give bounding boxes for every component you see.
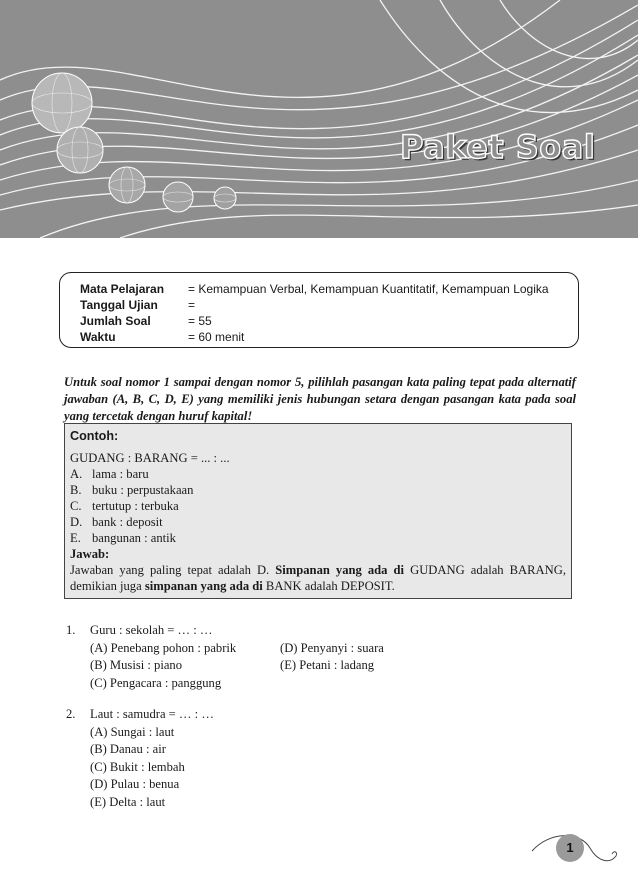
explanation-emphasis: Simpanan yang ada di	[275, 563, 405, 577]
answer-option[interactable]: (C) Bukit : lembah	[90, 759, 185, 774]
option-text: bank : deposit	[92, 515, 163, 529]
example-option	[70, 498, 566, 514]
info-value: = 60 menit	[188, 330, 245, 344]
info-label: Mata Pelajaran	[80, 282, 165, 296]
info-row	[80, 329, 578, 345]
globe-decoration	[32, 73, 236, 212]
question-item	[66, 706, 576, 811]
answer-option[interactable]: (E) Delta : laut	[90, 794, 166, 809]
option-text: bangunan : antik	[92, 531, 176, 545]
option-letter: E.	[70, 531, 81, 545]
example-option	[70, 466, 566, 482]
info-value: =	[188, 298, 196, 312]
info-value: = Kemampuan Verbal, Kemampuan Kuantitatif, Kemampuan Logika	[188, 282, 549, 296]
info-row	[80, 281, 578, 297]
answer-option[interactable]: (D) Pulau : benua	[90, 777, 180, 791]
info-row	[80, 297, 578, 313]
example-title: Contoh:	[70, 429, 119, 443]
answer-option[interactable]: (B) Danau : air	[90, 742, 166, 756]
option-text: lama : baru	[92, 467, 149, 481]
question-number: 1.	[66, 623, 76, 637]
answer-option[interactable]: (C) Pengacara : panggung	[90, 675, 222, 690]
info-label: Tanggal Ujian	[80, 298, 158, 312]
info-label: Jumlah Soal	[80, 314, 151, 328]
explanation-text: GUDANG adalah BARANG, demikian juga	[70, 563, 566, 593]
question-options	[90, 724, 576, 812]
question-stem	[66, 622, 576, 640]
explanation-emphasis: simpanan yang ada di	[144, 579, 263, 593]
answer-option[interactable]: (A) Penebang pohon : pabrik	[90, 640, 237, 655]
info-label: Waktu	[80, 330, 116, 344]
exam-info-box	[59, 272, 579, 348]
example-question: GUDANG : BARANG = ... : ...	[70, 451, 230, 465]
question-number: 2.	[66, 707, 76, 721]
page-title: Paket Soal	[400, 128, 596, 166]
question-options	[90, 640, 576, 693]
question-text: Guru : sekolah = … : …	[90, 623, 213, 637]
answer-explanation	[70, 562, 566, 594]
question-list	[66, 622, 576, 825]
wave-lines-decoration	[0, 0, 638, 238]
option-text: buku : perpustakaan	[92, 483, 194, 497]
answer-option[interactable]: (D) Penyanyi : suara	[280, 640, 384, 655]
instruction-text: Untuk soal nomor 1 sampai dengan nomor 5, pilihlah pasangan kata paling tepat pada alternatif jawaban (A, B, C, D, E) yang memiliki jenis hubungan setara dengan pasangan kata pada soal yang tercetak dengan huruf kapital!	[64, 375, 576, 423]
question-item	[66, 622, 576, 692]
page-number: 1	[556, 834, 584, 862]
explanation-text: Jawaban yang paling tepat adalah D.	[70, 563, 276, 577]
info-row	[80, 313, 578, 329]
answer-label: Jawab:	[70, 547, 110, 561]
question-stem	[66, 706, 576, 724]
example-box	[64, 423, 572, 599]
example-option	[70, 530, 566, 546]
option-letter: A.	[70, 467, 83, 481]
option-text: tertutup : terbuka	[92, 499, 179, 513]
option-letter: C.	[70, 499, 82, 513]
option-letter: B.	[70, 483, 82, 497]
example-option	[70, 482, 566, 498]
example-option	[70, 514, 566, 530]
question-text: Laut : samudra = … : …	[90, 707, 214, 721]
answer-option[interactable]: (A) Sungai : laut	[90, 724, 175, 739]
answer-option[interactable]: (B) Musisi : piano	[90, 658, 183, 672]
header-banner	[0, 0, 638, 238]
answer-option[interactable]: (E) Petani : ladang	[280, 658, 375, 672]
option-letter: D.	[70, 515, 83, 529]
info-value: = 55	[188, 314, 212, 328]
explanation-text: BANK adalah DEPOSIT.	[262, 579, 395, 593]
